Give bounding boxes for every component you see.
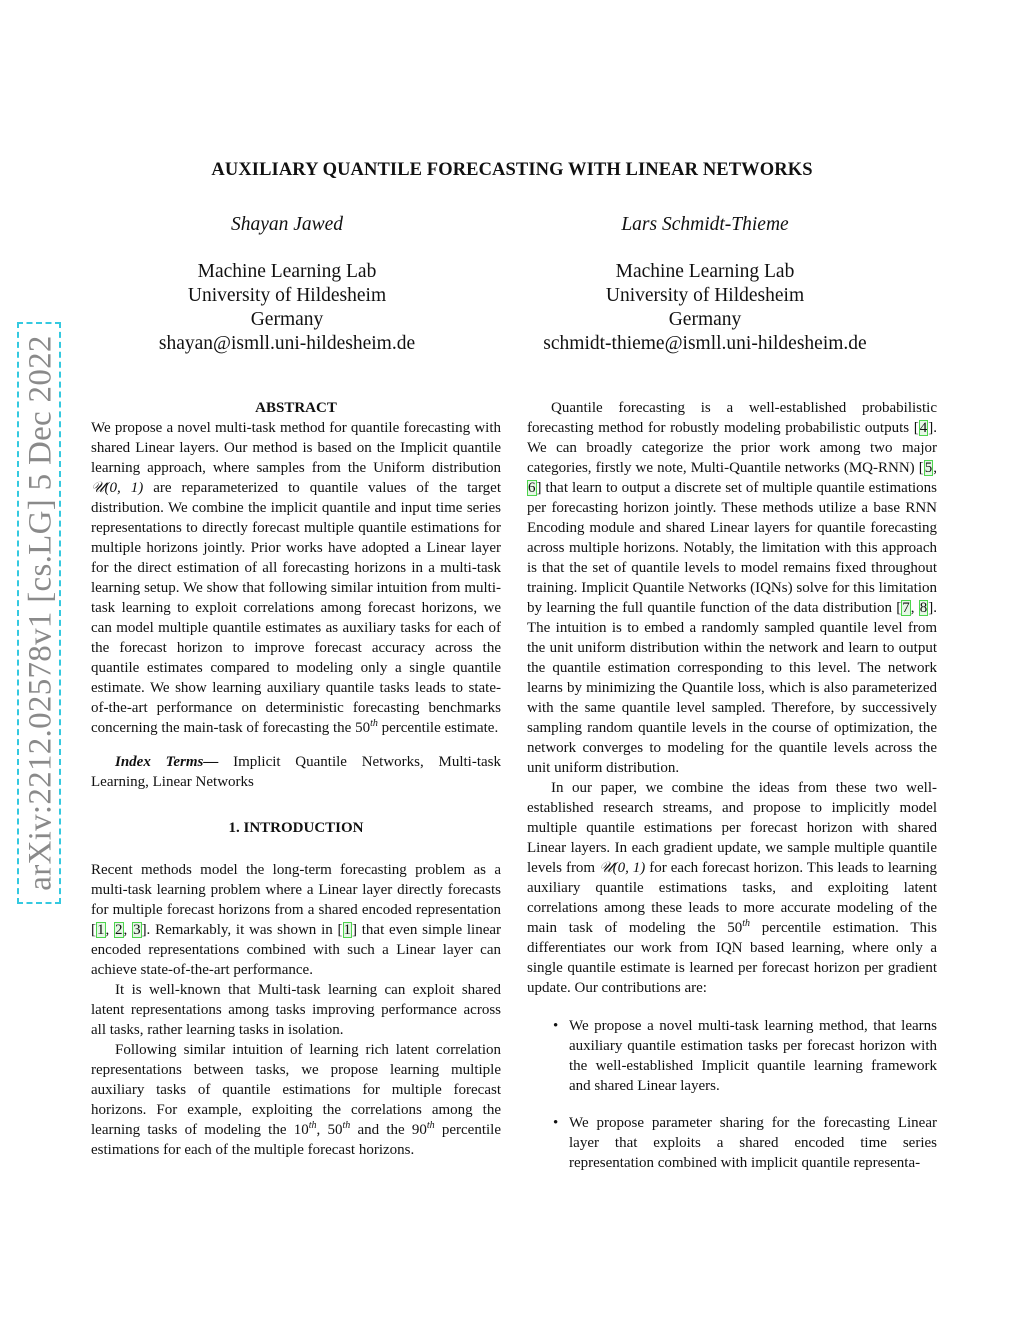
right-paragraph-1: Quantile forecasting is a well-established probabilistic forecasting method for robustly modeling probabilistic outputs [4]. We can broadly categorize the prior work among two major categories, firstly we note, Multi-Quantile networks (MQ-RNN) [5, 6] that learn to output a discrete set of multiple quantile estimations per forecasting horizon jointly. These methods utilize a base RNN Encoding module and shared Linear layers for quantile forecasting across multiple horizons. Notably, the limitation with this approach is that the set of quantile levels to model remains fixed throughout training. Implicit Quantile Networks (IQNs) solve for this limitation by learning the full quantile function of the data distribution [7, 8]. The intuition is to embed a randomly sampled quantile level from the unit uniform distribution within the network and learn to output the quantile estimation corresponding to this level. The network learns by minimizing the Quantile loss, which is also parameterized with the same quantile level sampled. Therefore, by successively sampling random quantile levels in the course of optimization, the network converges to modeling for the quantile levels across the unit uniform distribution.	[527, 400, 937, 776]
list-item: • We propose a novel multi-task learning method, that learns auxiliary quantile estimation tasks per forecast horizon with the well-established Implicit quantile learning framework and shared Linear layers.	[569, 1016, 937, 1096]
intro-paragraph-1: Recent methods model the long-term forecasting problem as a multi-task learning problem where a Linear layer directly forecasts for multiple forecast horizons from a shared encoded representation [1, 2, 3]. Remarkably, it was shown in [1] that even simple linear encoded representations combined with such a Linear layer can achieve state-of-the-art performance.	[91, 862, 502, 978]
left-column	[91, 398, 501, 1160]
intro-paragraph-3: Following similar intuition of learning rich latent correlation representations between tasks, we propose learning multiple auxiliary tasks of quantile estimations for multiple forecast horizons. For example, exploiting the correlations among the learning tasks of modeling the 10th, 50th and the 90th percentile estimations for each of the multiple forecast horizons.	[91, 1042, 501, 1158]
intro-paragraph-2: It is well-known that Multi-task learning can exploit shared latent representations among tasks improving performance across all tasks, rather learning tasks in isolation.	[91, 982, 501, 1038]
citation-link[interactable]: 3	[133, 922, 141, 938]
contributions-list	[527, 1016, 937, 1173]
author-name: Lars Schmidt-Thieme	[621, 214, 789, 235]
abstract-heading: ABSTRACT	[255, 400, 337, 416]
citation-link[interactable]: 8	[919, 600, 928, 616]
index-terms-label: Index Terms—	[115, 754, 219, 770]
citation-link[interactable]: 5	[924, 460, 933, 476]
uniform-math: 𝒰(0, 1)	[599, 860, 646, 876]
author-block-2	[465, 213, 945, 356]
citation-link[interactable]: 2	[115, 922, 123, 938]
abstract-text: We propose a novel multi-task method for quantile forecasting with shared Linear layers. Our method is based on the Implicit quantile learning approach, where samples from the Uniform distribution 𝒰(0, 1) are reparameterized to quantile values of the target distribution. We combine the implicit quantile and input time series representations to directly forecast multiple quantile estimations for multiple horizons jointly. Prior works have adopted a Linear layer for the direct estimation of all forecasting horizons in a multi-task learning setup. We show that following similar intuition from multi-task learning to exploit correlations among forecast horizons, we can model multiple quantile estimates as auxiliary tasks for each of the forecast horizon to improve forecast accuracy across the quantile estimates compared to modeling only a single quantile estimate. We show learning auxiliary quantile tasks leads to state-of-the-art performance on deterministic forecasting benchmarks concerning the main-task of forecasting the 50th percentile estimate.	[91, 420, 501, 736]
author-country: Germany	[250, 309, 324, 330]
arxiv-identifier[interactable]: arXiv:2212.02578v1 [cs.LG] 5 Dec 2022	[22, 335, 59, 891]
citation-link[interactable]: 4	[919, 420, 928, 436]
list-item: • We propose parameter sharing for the forecasting Linear layer that exploits a shared encoded time series representation combined with implicit quantile representa-	[569, 1113, 937, 1173]
right-column	[527, 398, 937, 1190]
right-paragraph-2: In our paper, we combine the ideas from these two well-established research streams, and propose to implicitly model multiple quantile estimations per forecast horizon with shared Linear layers. In each gradient update, we sample multiple quantile levels from 𝒰(0, 1) for each forecast horizon. This leads to learning auxiliary quantile estimations tasks, and exploiting latent correlations among these leads to more accurate modeling of the main task of modeling the 50th percentile estimation. This differentiates our work from IQN based learning, where only a single quantile estimate is learned per forecast horizon per gradient update. Our contributions are:	[527, 780, 938, 996]
citation-link[interactable]: 1	[343, 922, 351, 938]
uniform-math: 𝒰(0, 1)	[91, 480, 144, 496]
author-name: Shayan Jawed	[230, 214, 344, 235]
author-email[interactable]: schmidt-thieme@ismll.uni-hildesheim.de	[543, 333, 867, 354]
author-email[interactable]: shayan@ismll.uni-hildesheim.de	[158, 333, 416, 354]
author-lab: Machine Learning Lab	[615, 261, 795, 282]
author-university: University of Hildesheim	[187, 285, 387, 306]
author-university: University of Hildesheim	[605, 285, 805, 306]
citation-link[interactable]: 7	[902, 600, 910, 616]
citation-link[interactable]: 1	[97, 922, 105, 938]
author-lab: Machine Learning Lab	[197, 261, 377, 282]
index-terms: Index Terms— Implicit Quantile Networks, Multi-task Learning, Linear Networks	[91, 754, 501, 790]
citation-link[interactable]: 6	[528, 480, 536, 496]
author-country: Germany	[668, 309, 742, 330]
author-block-1	[47, 213, 527, 356]
paper-title: AUXILIARY QUANTILE FORECASTING WITH LINEAR NETWORKS	[211, 160, 813, 180]
section-heading-introduction: 1. INTRODUCTION	[228, 820, 364, 836]
